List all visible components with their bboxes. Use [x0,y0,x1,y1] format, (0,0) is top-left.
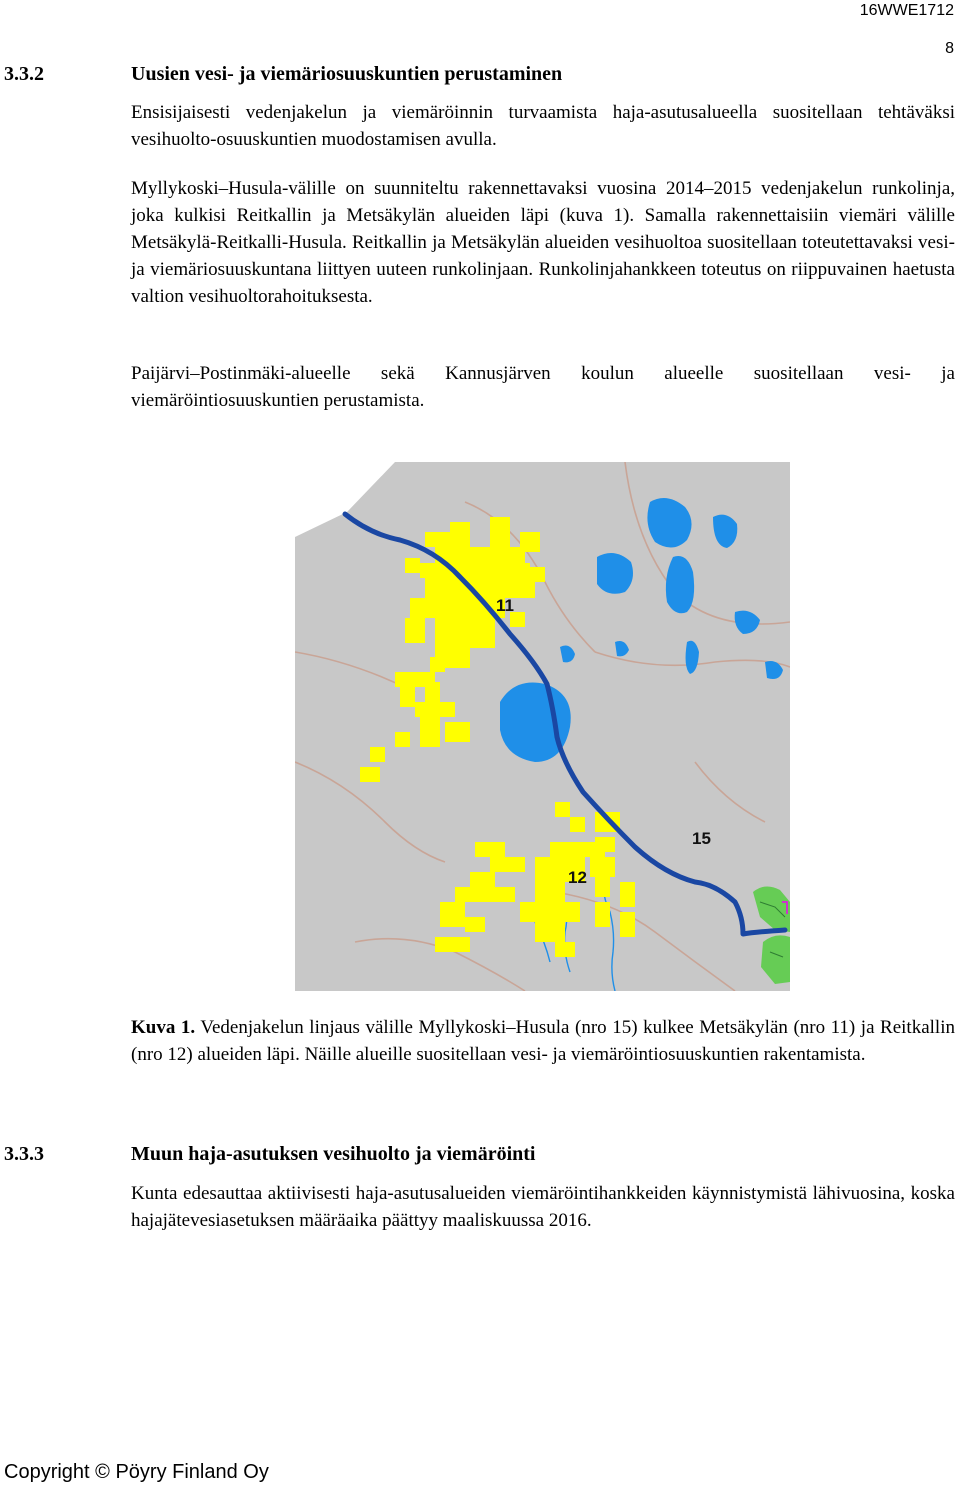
page-number: 8 [945,40,954,57]
section-title-332: Uusien vesi- ja viemäriosuuskuntien perustaminen [131,63,563,85]
paragraph-pipeline: Myllykoski–Husula-välille on suunniteltu rakennettavaksi vuosina 2014–2015 vedenjakelun runkolinja, joka kulkisi Reitkallin ja Metsäkylän alueiden läpi (kuva 1). Samalla rakennettaisiin viemäri välille Metsäkylä-Reitkalli-Husula. Reitkallin ja Metsäkylän alueiden vesihuoltoa suositellaan toteutettavaksi vesi- ja viemäriosuuskuntana liittyen uuteen runkolinjaan. Runkolinjahankkeen toteutus on riippuvainen haetusta valtion vesihuoltorahoituksesta. [131,178,955,307]
figure-caption-label: Kuva 1. [131,1017,196,1038]
map-label-11: 11 [496,596,514,615]
section-title-333: Muun haja-asutuksen vesihuolto ja viemäröinti [131,1143,536,1165]
paragraph-intro: Ensisijaisesti vedenjakelun ja viemäröinnin turvaamista haja-asutusalueella suositellaan tehtäväksi vesihuolto-osuuskuntien muodostamisen avulla. [131,102,955,150]
paragraph-cooperatives: Paijärvi–Postinmäki-alueelle sekä Kannusjärven koulun alueelle suositellaan vesi- ja viemäröintiosuuskuntien perustamista. [131,363,955,411]
area-map [295,462,790,991]
footer-copyright: Copyright © Pöyry Finland Oy [4,1461,269,1483]
map-svg [295,462,790,991]
section-number-332: 3.3.2 [4,63,44,85]
paragraph-sewerage: Kunta edesauttaa aktiivisesti haja-asutusalueiden viemäröintihankkeiden käynnistymistä lähivuosina, koska hajajätevesiasetuksen määräaika päättyy maaliskuussa 2016. [131,1183,955,1231]
document-code: 16WWE1712 [859,2,954,19]
section-number-333: 3.3.3 [4,1143,44,1165]
figure-caption-text: Vedenjakelun linjaus välille Myllykoski–Husula (nro 15) kulkee Metsäkylän (nro 11) ja Reitkallin (nro 12) alueiden läpi. Näille alueille suositellaan vesi- ja viemäröintiosuuskuntien rakentamista. [131,1017,955,1065]
map-label-15: 15 [692,829,711,848]
map-label-12: 12 [568,868,587,887]
figure-caption [131,1014,955,1068]
